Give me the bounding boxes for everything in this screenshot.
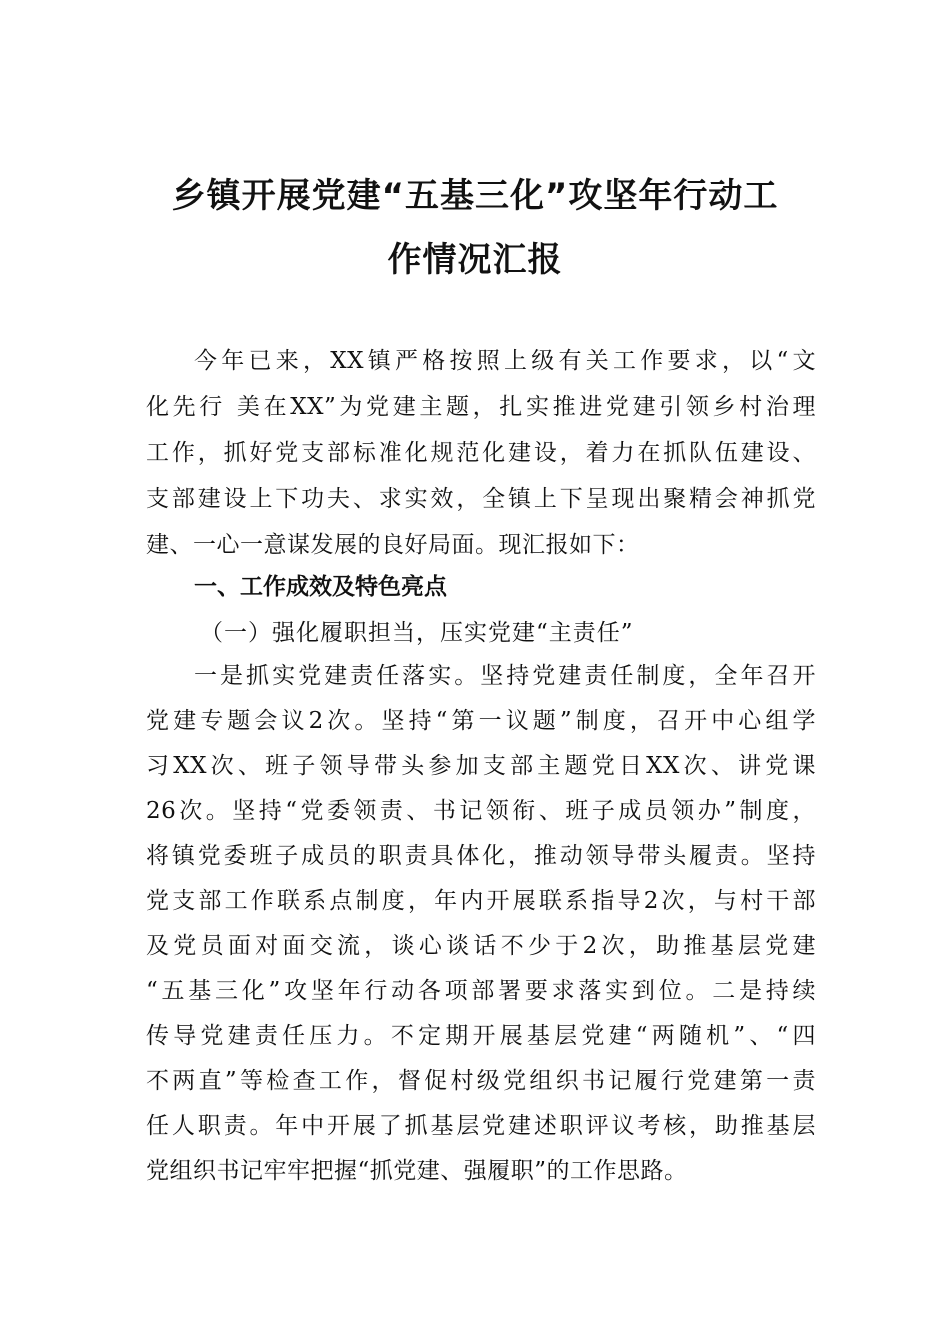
intro-line-5: 建、一心一意谋发展的良好局面。现汇报如下： bbox=[146, 532, 640, 558]
intro-line-3: 工作，抓好党支部标准化规范化建设，着力在抓队伍建设、 bbox=[146, 440, 816, 466]
body-line-7: 及党员面对面交流，谈心谈话不少于2次，助推基层党建 bbox=[146, 933, 816, 959]
body-line-12: 党组织书记牢牢把握“抓党建、强履职”的工作思路。 bbox=[146, 1158, 688, 1184]
section-heading-1: 一、工作成效及特色亮点 bbox=[194, 574, 447, 600]
body-line-8: “五基三化”攻坚年行动各项部署要求落实到位。二是持续 bbox=[146, 978, 816, 1004]
document-title-line-2: 作情况汇报 bbox=[387, 240, 563, 280]
body-line-3: 习XX次、班子领导带头参加支部主题党日XX次、讲党课 bbox=[146, 753, 816, 779]
body-line-2: 党建专题会议2次。坚持“第一议题”制度，召开中心组学 bbox=[146, 708, 816, 734]
body-line-4: 26次。坚持“党委领责、书记领衔、班子成员领办”制度， bbox=[146, 798, 816, 824]
body-line-9: 传导党建责任压力。不定期开展基层党建“两随机”、“四 bbox=[146, 1023, 816, 1049]
body-line-10: 不两直”等检查工作，督促村级党组织书记履行党建第一责 bbox=[146, 1068, 816, 1094]
body-line-6: 党支部工作联系点制度，年内开展联系指导2次，与村干部 bbox=[146, 888, 816, 914]
intro-line-4: 支部建设上下功夫、求实效，全镇上下呈现出聚精会神抓党 bbox=[146, 486, 816, 512]
body-line-11: 任人职责。年中开展了抓基层党建述职评议考核，助推基层 bbox=[146, 1113, 816, 1139]
document-title-line-1: 乡镇开展党建“五基三化”攻坚年行动工 bbox=[171, 176, 779, 216]
body-line-1: 一是抓实党建责任落实。坚持党建责任制度，全年召开 bbox=[194, 663, 816, 689]
intro-line-2: 化先行 美在XX”为党建主题，扎实推进党建引领乡村治理 bbox=[146, 394, 816, 420]
intro-line-1: 今年已来，XX镇严格按照上级有关工作要求，以“文 bbox=[194, 348, 816, 374]
body-line-5: 将镇党委班子成员的职责具体化，推动领导带头履责。坚持 bbox=[146, 843, 816, 869]
subsection-heading-1: （一）强化履职担当，压实党建“主责任” bbox=[200, 620, 634, 646]
